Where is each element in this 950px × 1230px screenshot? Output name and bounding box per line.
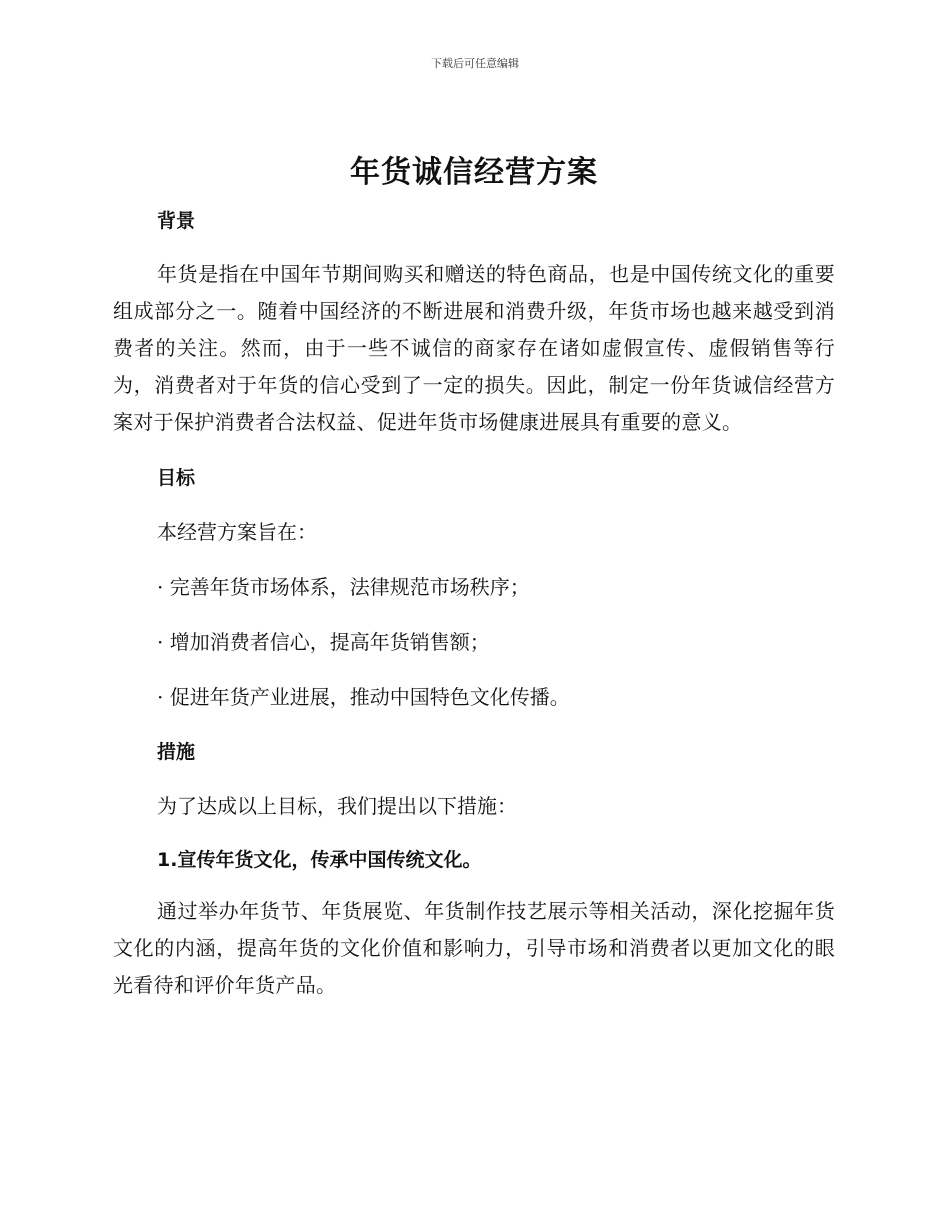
document-title: 年货诚信经营方案: [350, 155, 598, 190]
goal-item-1: · 完善年货市场体系，法律规范市场秩序；: [157, 575, 530, 599]
goal-item-3: · 促进年货产业进展，推动中国特色文化传播。: [157, 685, 570, 709]
measures-intro: 为了达成以上目标，我们提出以下措施：: [157, 794, 517, 818]
document-content: [113, 150, 835, 1004]
section-heading-background: 背景: [157, 210, 196, 232]
goals-intro: 本经营方案旨在：: [157, 520, 317, 544]
section-heading-goals: 目标: [157, 467, 196, 489]
header-note: 下载后可任意编辑: [431, 57, 519, 70]
measure-item-1-paragraph: 通过举办年货节、年货展览、年货制作技艺展示等相关活动，深化挖掘年货文化的内涵，提高年货的文化价值和影响力，引导市场和消费者以更加文化的眼光看待和评价年货产品。: [113, 899, 835, 997]
goal-item-2: · 增加消费者信心，提高年货销售额；: [157, 630, 490, 654]
background-paragraph: 年货是指在中国年节期间购买和赠送的特色商品，也是中国传统文化的重要组成部分之一。随着中国经济的不断进展和消费升级，年货市场也越来越受到消费者的关注。然而，由于一些不诚信的商家存在诸如虚假宣传、虚假销售等行为，消费者对于年货的信心受到了一定的损失。因此，制定一份年货诚信经营方案对于保护消费者合法权益、促进年货市场健康进展具有重要的意义。: [113, 262, 835, 434]
section-heading-measures: 措施: [157, 741, 196, 763]
measure-item-1-heading: 1.宣传年货文化，传承中国传统文化。: [157, 849, 482, 871]
